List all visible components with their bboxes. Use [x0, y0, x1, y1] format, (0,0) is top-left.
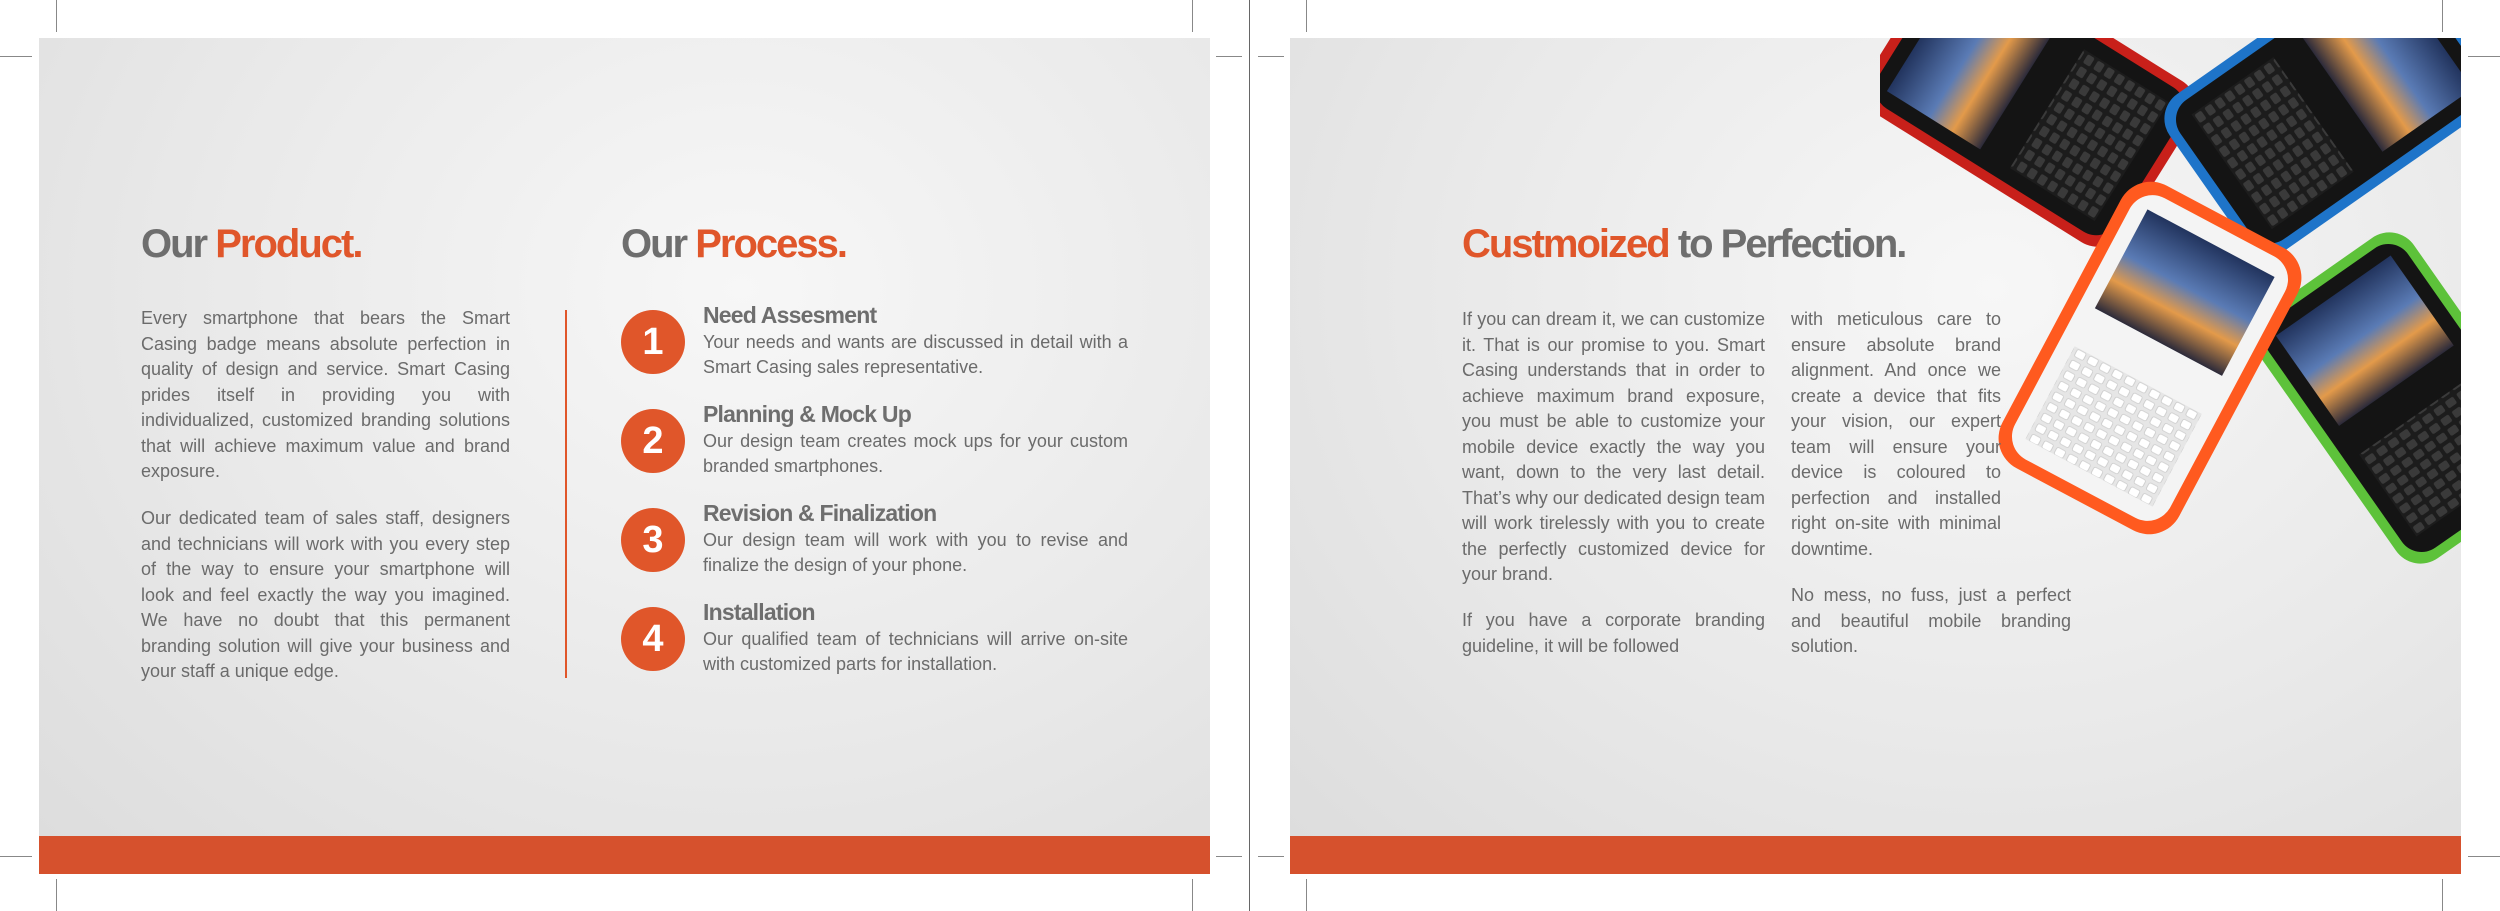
product-paragraph-2: Our dedicated team of sales staff, designers and technicians will work with you every step of the way to ensure your smartphone will look and feel exactly the way you imagined. We have no doubt that this permanent branding solution will give your business and your staff a unique edge. — [141, 508, 510, 681]
process-step — [621, 500, 1151, 580]
custom-col1-paragraph-2: If you have a corporate branding guideline, it will be followed — [1462, 610, 1765, 656]
crop-mark — [56, 0, 57, 32]
crop-mark — [2442, 879, 2443, 911]
process-step — [621, 599, 1151, 679]
process-step — [621, 401, 1151, 481]
crop-mark — [1192, 0, 1193, 32]
product-heading-b: Product. — [215, 222, 362, 266]
product-heading-a: Our — [141, 222, 207, 266]
brochure-page-right — [1290, 38, 2461, 874]
crop-mark — [2468, 56, 2500, 57]
crop-mark — [1216, 856, 1242, 857]
crop-mark — [0, 56, 32, 57]
step-number-badge: 1 — [621, 310, 685, 374]
crop-mark — [1306, 0, 1307, 32]
crop-mark — [1192, 879, 1193, 911]
crop-mark — [1258, 856, 1284, 857]
custom-heading-a: Custmoized — [1462, 222, 1669, 266]
step-number-badge: 4 — [621, 607, 685, 671]
crop-mark — [2468, 856, 2500, 857]
step-description: Our design team creates mock ups for your custom branded smartphones. — [703, 431, 1128, 476]
custom-col2-paragraph-2: No mess, no fuss, just a perfect and beautiful mobile branding solution. — [1791, 585, 2071, 656]
section-divider — [565, 310, 567, 678]
process-heading — [621, 222, 846, 267]
footer-band — [1290, 836, 2461, 874]
custom-heading-b: to Perfection. — [1677, 222, 1906, 266]
product-paragraph-1: Every smartphone that bears the Smart Casing badge means absolute perfection in quality of design and service. Smart Casing prides itself in providing you with individualized, customized branding solutions that will achieve maximum value and brand exposure. — [141, 308, 510, 481]
crop-mark — [0, 856, 32, 857]
step-number-badge: 3 — [621, 508, 685, 572]
process-heading-a: Our — [621, 222, 687, 266]
fold-line — [1249, 0, 1250, 911]
custom-heading — [1462, 222, 1905, 267]
custom-col2-paragraph-1: with meticulous care to ensure absolute brand alignment. And once we create a device that fits your vision, our expert team will ensure your device is coloured to perfection and installed right on-site with minimal downtime. — [1791, 309, 2001, 559]
crop-mark — [1306, 879, 1307, 911]
step-description: Our design team will work with you to revise and finalize the design of your phone. — [703, 530, 1128, 575]
step-number-badge: 2 — [621, 409, 685, 473]
process-heading-b: Process. — [695, 222, 847, 266]
step-title: Planning & Mock Up — [703, 401, 911, 427]
crop-mark — [1258, 56, 1284, 57]
step-description: Our qualified team of technicians will arrive on-site with customized parts for installation. — [703, 629, 1128, 674]
step-title: Installation — [703, 599, 815, 625]
footer-band — [39, 836, 1210, 874]
process-step — [621, 302, 1151, 382]
crop-mark — [2442, 0, 2443, 32]
crop-mark — [1216, 56, 1242, 57]
custom-col1-paragraph-1: If you can dream it, we can customize it. That is our promise to you. Smart Casing understands that in order to achieve maximum brand exposure, you must be able to customize your mobile device exactly the way you want, down to the very last detail. That’s why our dedicated design team will work tirelessly with you to create the perfectly customized device for your brand. — [1462, 309, 1765, 584]
crop-mark — [56, 879, 57, 911]
product-heading — [141, 222, 361, 267]
step-title: Need Assesment — [703, 302, 877, 328]
brochure-page-left — [39, 38, 1210, 874]
step-description: Your needs and wants are discussed in detail with a Smart Casing sales representative. — [703, 332, 1128, 377]
step-title: Revision & Finalization — [703, 500, 937, 526]
